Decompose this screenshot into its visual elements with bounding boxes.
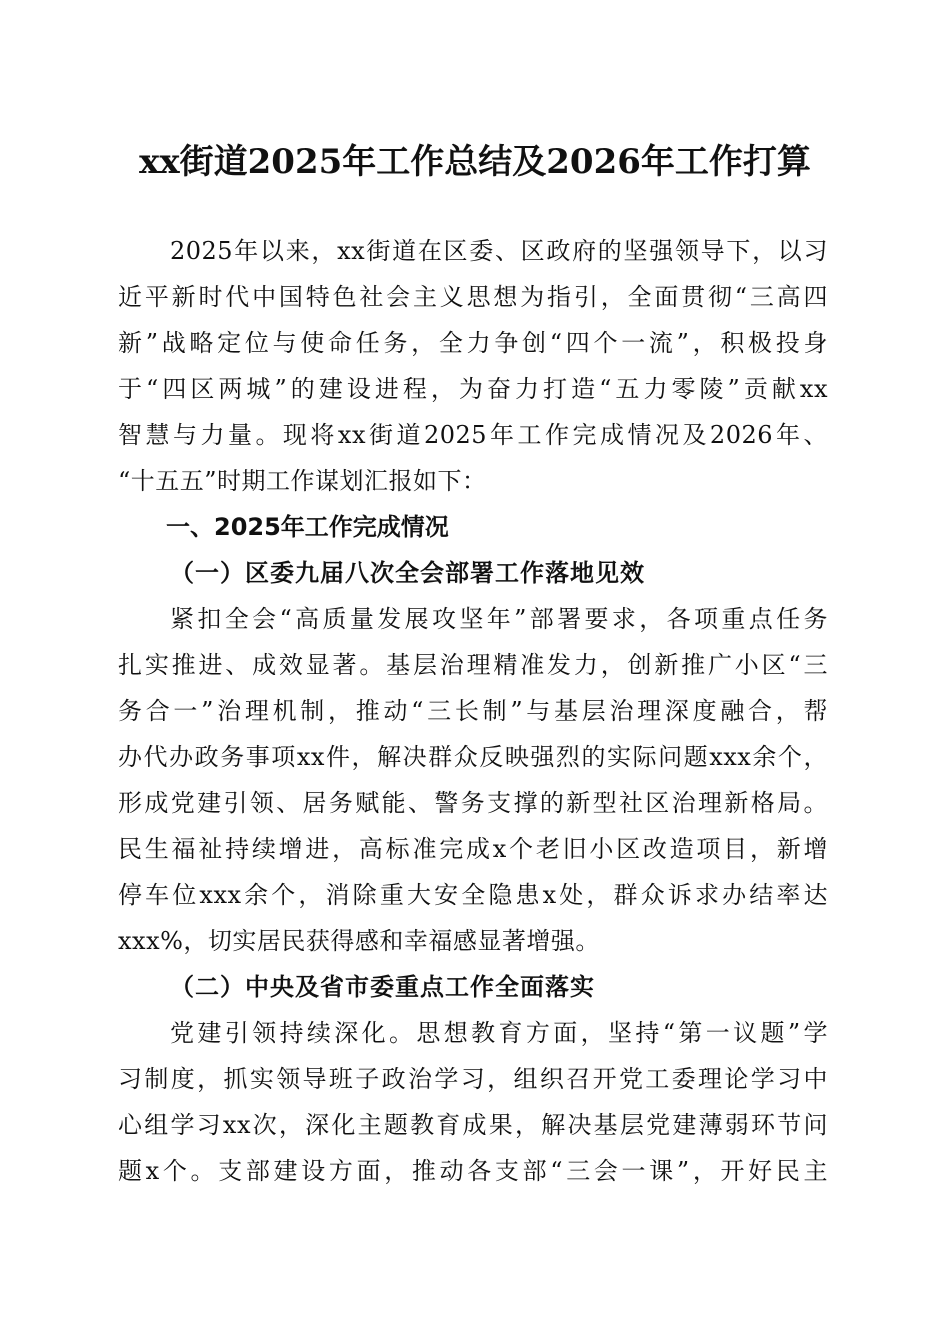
section-2-line-3: 心组学习xx次，深化主题教育成果，解决基层党建薄弱环节问 xyxy=(118,1111,828,1139)
document-body xyxy=(118,228,828,1194)
section-2-line-1: 党建引领持续深化。思想教育方面，坚持“第一议题”学 xyxy=(170,1019,828,1047)
section-1-line-3: 务合一”治理机制，推动“三长制”与基层治理深度融合，帮 xyxy=(118,697,828,725)
intro-line-5: 智慧与力量。现将xx街道2025年工作完成情况及2026年、 xyxy=(118,421,828,449)
section-1-heading: （一）区委九届八次全会部署工作落地见效 xyxy=(170,558,645,587)
section-2-line-2: 习制度，抓实领导班子政治学习，组织召开党工委理论学习中 xyxy=(118,1065,828,1093)
section-1-line-7: 停车位xxx余个，消除重大安全隐患x处，群众诉求办结率达 xyxy=(118,881,828,909)
section-1-line-8: xxx%，切实居民获得感和幸福感显著增强。 xyxy=(118,927,600,955)
intro-line-6: “十五五”时期工作谋划汇报如下： xyxy=(118,467,487,495)
heading-level-1: 一、2025年工作完成情况 xyxy=(166,513,449,541)
section-1-line-1: 紧扣全会“高质量发展攻坚年”部署要求，各项重点任务 xyxy=(170,605,828,633)
section-1-line-2: 扎实推进、成效显著。基层治理精准发力，创新推广小区“三 xyxy=(118,651,828,679)
section-2-heading: （二）中央及省市委重点工作全面落实 xyxy=(170,972,595,1001)
section-1-line-5: 形成党建引领、居务赋能、警务支撑的新型社区治理新格局。 xyxy=(118,789,828,817)
intro-line-1: 2025年以来，xx街道在区委、区政府的坚强领导下，以习 xyxy=(170,237,828,265)
intro-line-2: 近平新时代中国特色社会主义思想为指引，全面贯彻“三高四 xyxy=(118,283,828,311)
section-2-line-4: 题x个。支部建设方面，推动各支部“三会一课”，开好民主 xyxy=(118,1157,828,1185)
document-title: xx街道2025年工作总结及2026年工作打算 xyxy=(139,142,811,182)
intro-line-4: 于“四区两城”的建设进程，为奋力打造“五力零陵”贡献xx xyxy=(118,375,828,403)
section-1-line-4: 办代办政务事项xx件，解决群众反映强烈的实际问题xxx余个， xyxy=(118,743,828,771)
section-1-line-6: 民生福祉持续增进，高标准完成x个老旧小区改造项目，新增 xyxy=(118,835,828,863)
intro-line-3: 新”战略定位与使命任务，全力争创“四个一流”，积极投身 xyxy=(118,329,828,357)
